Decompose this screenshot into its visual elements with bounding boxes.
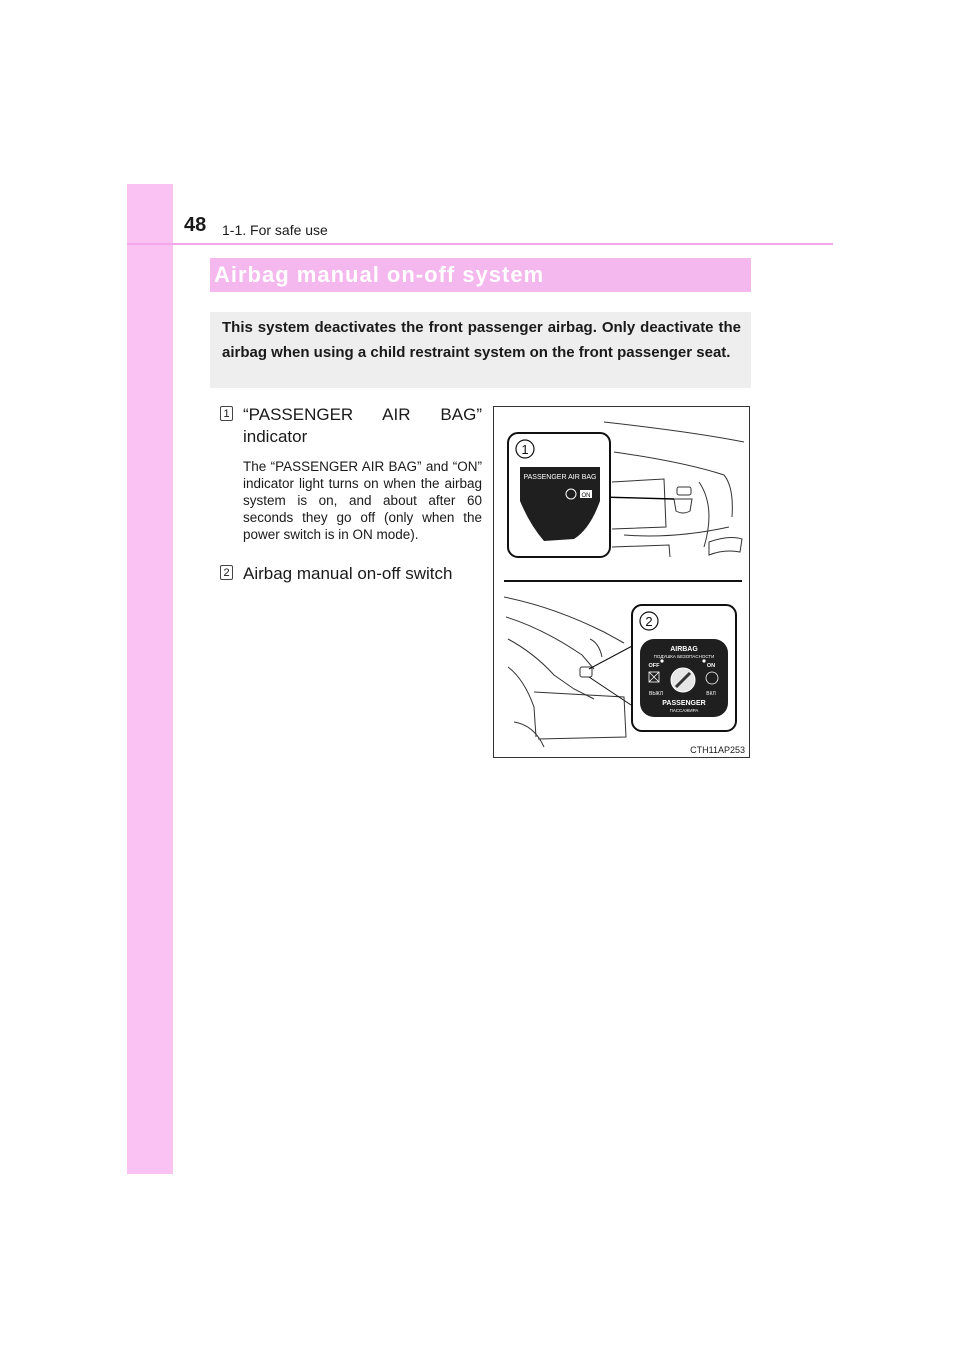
callout-1-number: 1 [521,442,529,457]
on-indicator-label: ON [581,493,591,499]
running-header: 1-1. For safe use [222,222,328,238]
side-tab [127,184,173,1174]
callout-2-number: 2 [645,614,653,629]
illustration [493,406,750,758]
switch-top-label: AIRBAG [670,646,698,653]
item-title: Airbag manual on-off switch [243,564,453,583]
header-rule [127,243,833,245]
figure-code: CTH11AP253 [690,745,745,755]
list-item [220,563,482,585]
dashboard-illustration [494,407,749,757]
switch-on-label-ru: ВКЛ [706,691,716,697]
indicator-label: PASSENGER AIR BAG [523,474,597,481]
item-number: 1 [220,406,233,421]
switch-on-label: ON [706,663,716,669]
list-item [220,404,482,543]
item-number: 2 [220,565,233,580]
summary-box: This system deactivates the front passenger airbag. Only deactivate the airbag when using a child restraint system on the front passenger seat. [210,312,751,388]
page-number: 48 [184,214,207,236]
item-description: The “PASSENGER AIR BAG” and “ON” indicator light turns on when the airbag system is on, and about after 60 seconds they go off (only when the power switch is in ON mode). [243,459,482,542]
switch-bottom-label-ru: ПАССАЖИРА [669,708,699,713]
section-title: Airbag manual on-off system [210,258,751,292]
switch-off-label: OFF [648,663,660,669]
item-title: “PASSENGER AIR BAG” indicator [243,405,482,446]
switch-bottom-label: PASSENGER [662,700,706,707]
switch-off-label-ru: ВЫКЛ [649,691,663,697]
switch-top-label-ru: ПОДУШКА БЕЗОПАСНОСТИ [653,654,715,659]
